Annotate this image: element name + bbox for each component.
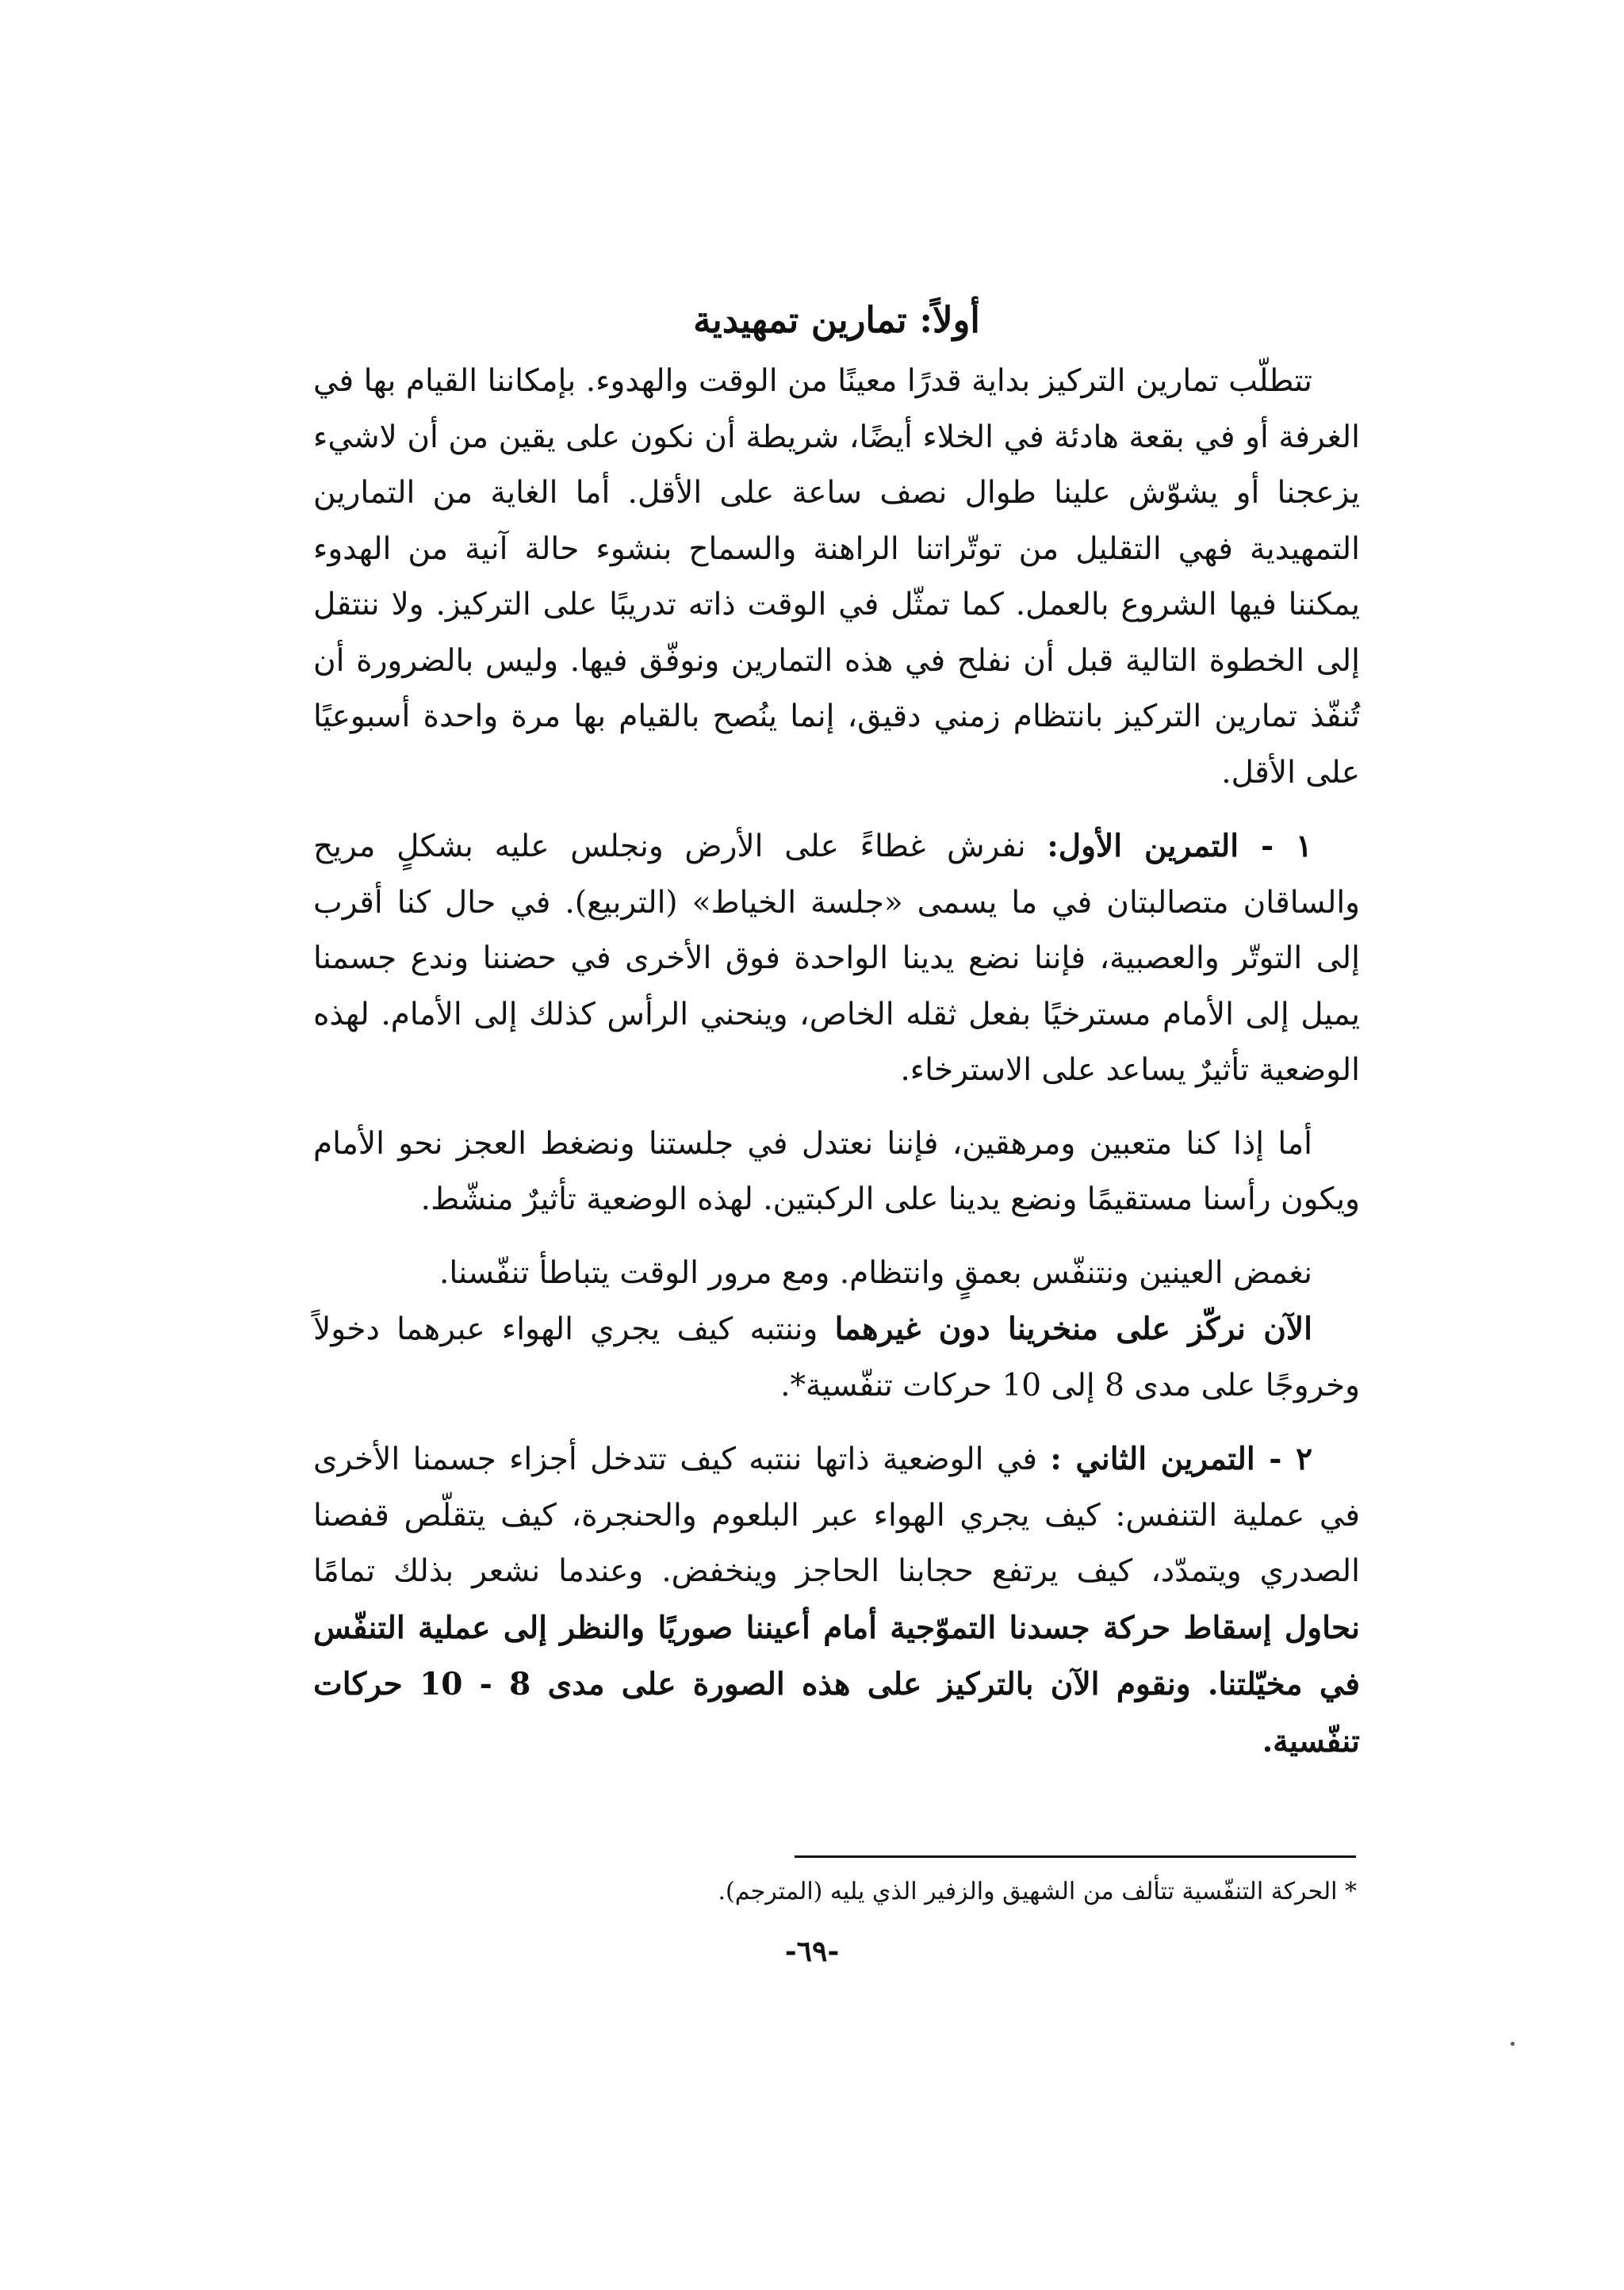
footnote-divider xyxy=(795,1855,1356,1858)
exercise-one-paragraph xyxy=(313,818,1360,1099)
tired-posture-paragraph: أما إذا كنا متعبين ومرهقين، فإننا نعتدل في جلستنا ونضغط العجز نحو الأمام ويكون رأسنا مستقيمًا ونضع يدينا على الركبتين. لهذه الوضعية تأثيرٌ منشّط. xyxy=(313,1125,1360,1217)
exercise-one-text: نفرش غطاءً على الأرض ونجلس عليه بشكلٍ مريح والساقان متصالبتان في ما يسمى «جلسة الخياط» (التربيع). في حال كنا أقرب إلى التوتّر والعصبية، فإننا نضع يدينا الواحدة فوق الأخرى في حضننا وندع جسمنا يميل إلى الأمام مسترخيًا بفعل ثقله الخاص، وينحني الرأس كذلك إلى الأمام. لهذه الوضعية تأثيرٌ يساعد على الاسترخاء. xyxy=(313,829,1360,1088)
page-number: -٦٩- xyxy=(784,1935,840,1968)
intro-paragraph: تتطلّب تمارين التركيز بداية قدرًا معينًا من الوقت والهدوء. بإمكاننا القيام بها في الغرفة أو في بقعة هادئة في الخلاء أيضًا، شريطة أن نكون على يقين من أن لاشيء يزعجنا أو يشوّش علينا طوال نصف ساعة على الأقل. أما الغاية من التمارين التمهيدية فهي التقليل من توتّراتنا الراهنة والسماح بنشوء حالة آنية من الهدوء يمكننا فيها الشروع بالعمل. كما تمثّل في الوقت ذاته تدريبًا على التركيز. ولا ننتقل إلى الخطوة التالية قبل أن نفلح في هذه التمارين ونوفّق فيها. وليس بالضرورة أن تُنفّذ تمارين التركيز بانتظام زمني دقيق، إنما ينُصح بالقيام بها مرة واحدة أسبوعيًا على الأقل. xyxy=(313,363,1360,791)
focus-paragraph xyxy=(313,1301,1360,1414)
exercise-two-text: في الوضعية ذاتها ننتبه كيف تتدخل أجزاء جسمنا الأخرى في عملية التنفس: كيف يجري الهواء عبر البلعوم والحنجرة، كيف يتقلّص قفصنا الصدري ويتمدّد، كيف يرتفع حجابنا الحاجز وينخفض. وعندما نشعر بذلك تمامًا xyxy=(313,1442,1360,1589)
section-heading: أولاً: تمارين تمهيدية xyxy=(693,299,980,341)
focus-rest-text: وننتبه كيف يجري الهواء عبرهما دخولاً وخروجًا على مدى 8 إلى 10 حركات تنفّسية*. xyxy=(313,1312,1360,1403)
exercise-two-paragraph xyxy=(313,1431,1360,1770)
page-body xyxy=(313,293,1360,1770)
scan-speck xyxy=(1511,2042,1515,2046)
footnote: * الحركة التنفّسية تتألف من الشهيق والزفير الذي يليه (المترجم). xyxy=(718,1878,1357,1905)
focus-bold-text: الآن نركّز على منخرينا دون غيرهما xyxy=(834,1311,1312,1347)
exercise-two-label: ٢ - التمرين الثاني : xyxy=(1050,1441,1313,1477)
exercise-two-bold-text: نحاول إسقاط حركة جسدنا التموّجية أمام أعيننا صوريًا والنظر إلى عملية التنفّس في مخيّلتنا. ونقوم الآن بالتركيز على هذه الصورة على مدى 8 - 10 حركات تنفّسية. xyxy=(313,1609,1361,1760)
exercise-one-label: ١ - التمرين الأول: xyxy=(1047,828,1312,864)
breathing-paragraph: نغمض العينين ونتنفّس بعمقٍ وانتظام. ومع مرور الوقت يتباطأ تنفّسنا. xyxy=(439,1254,1312,1291)
